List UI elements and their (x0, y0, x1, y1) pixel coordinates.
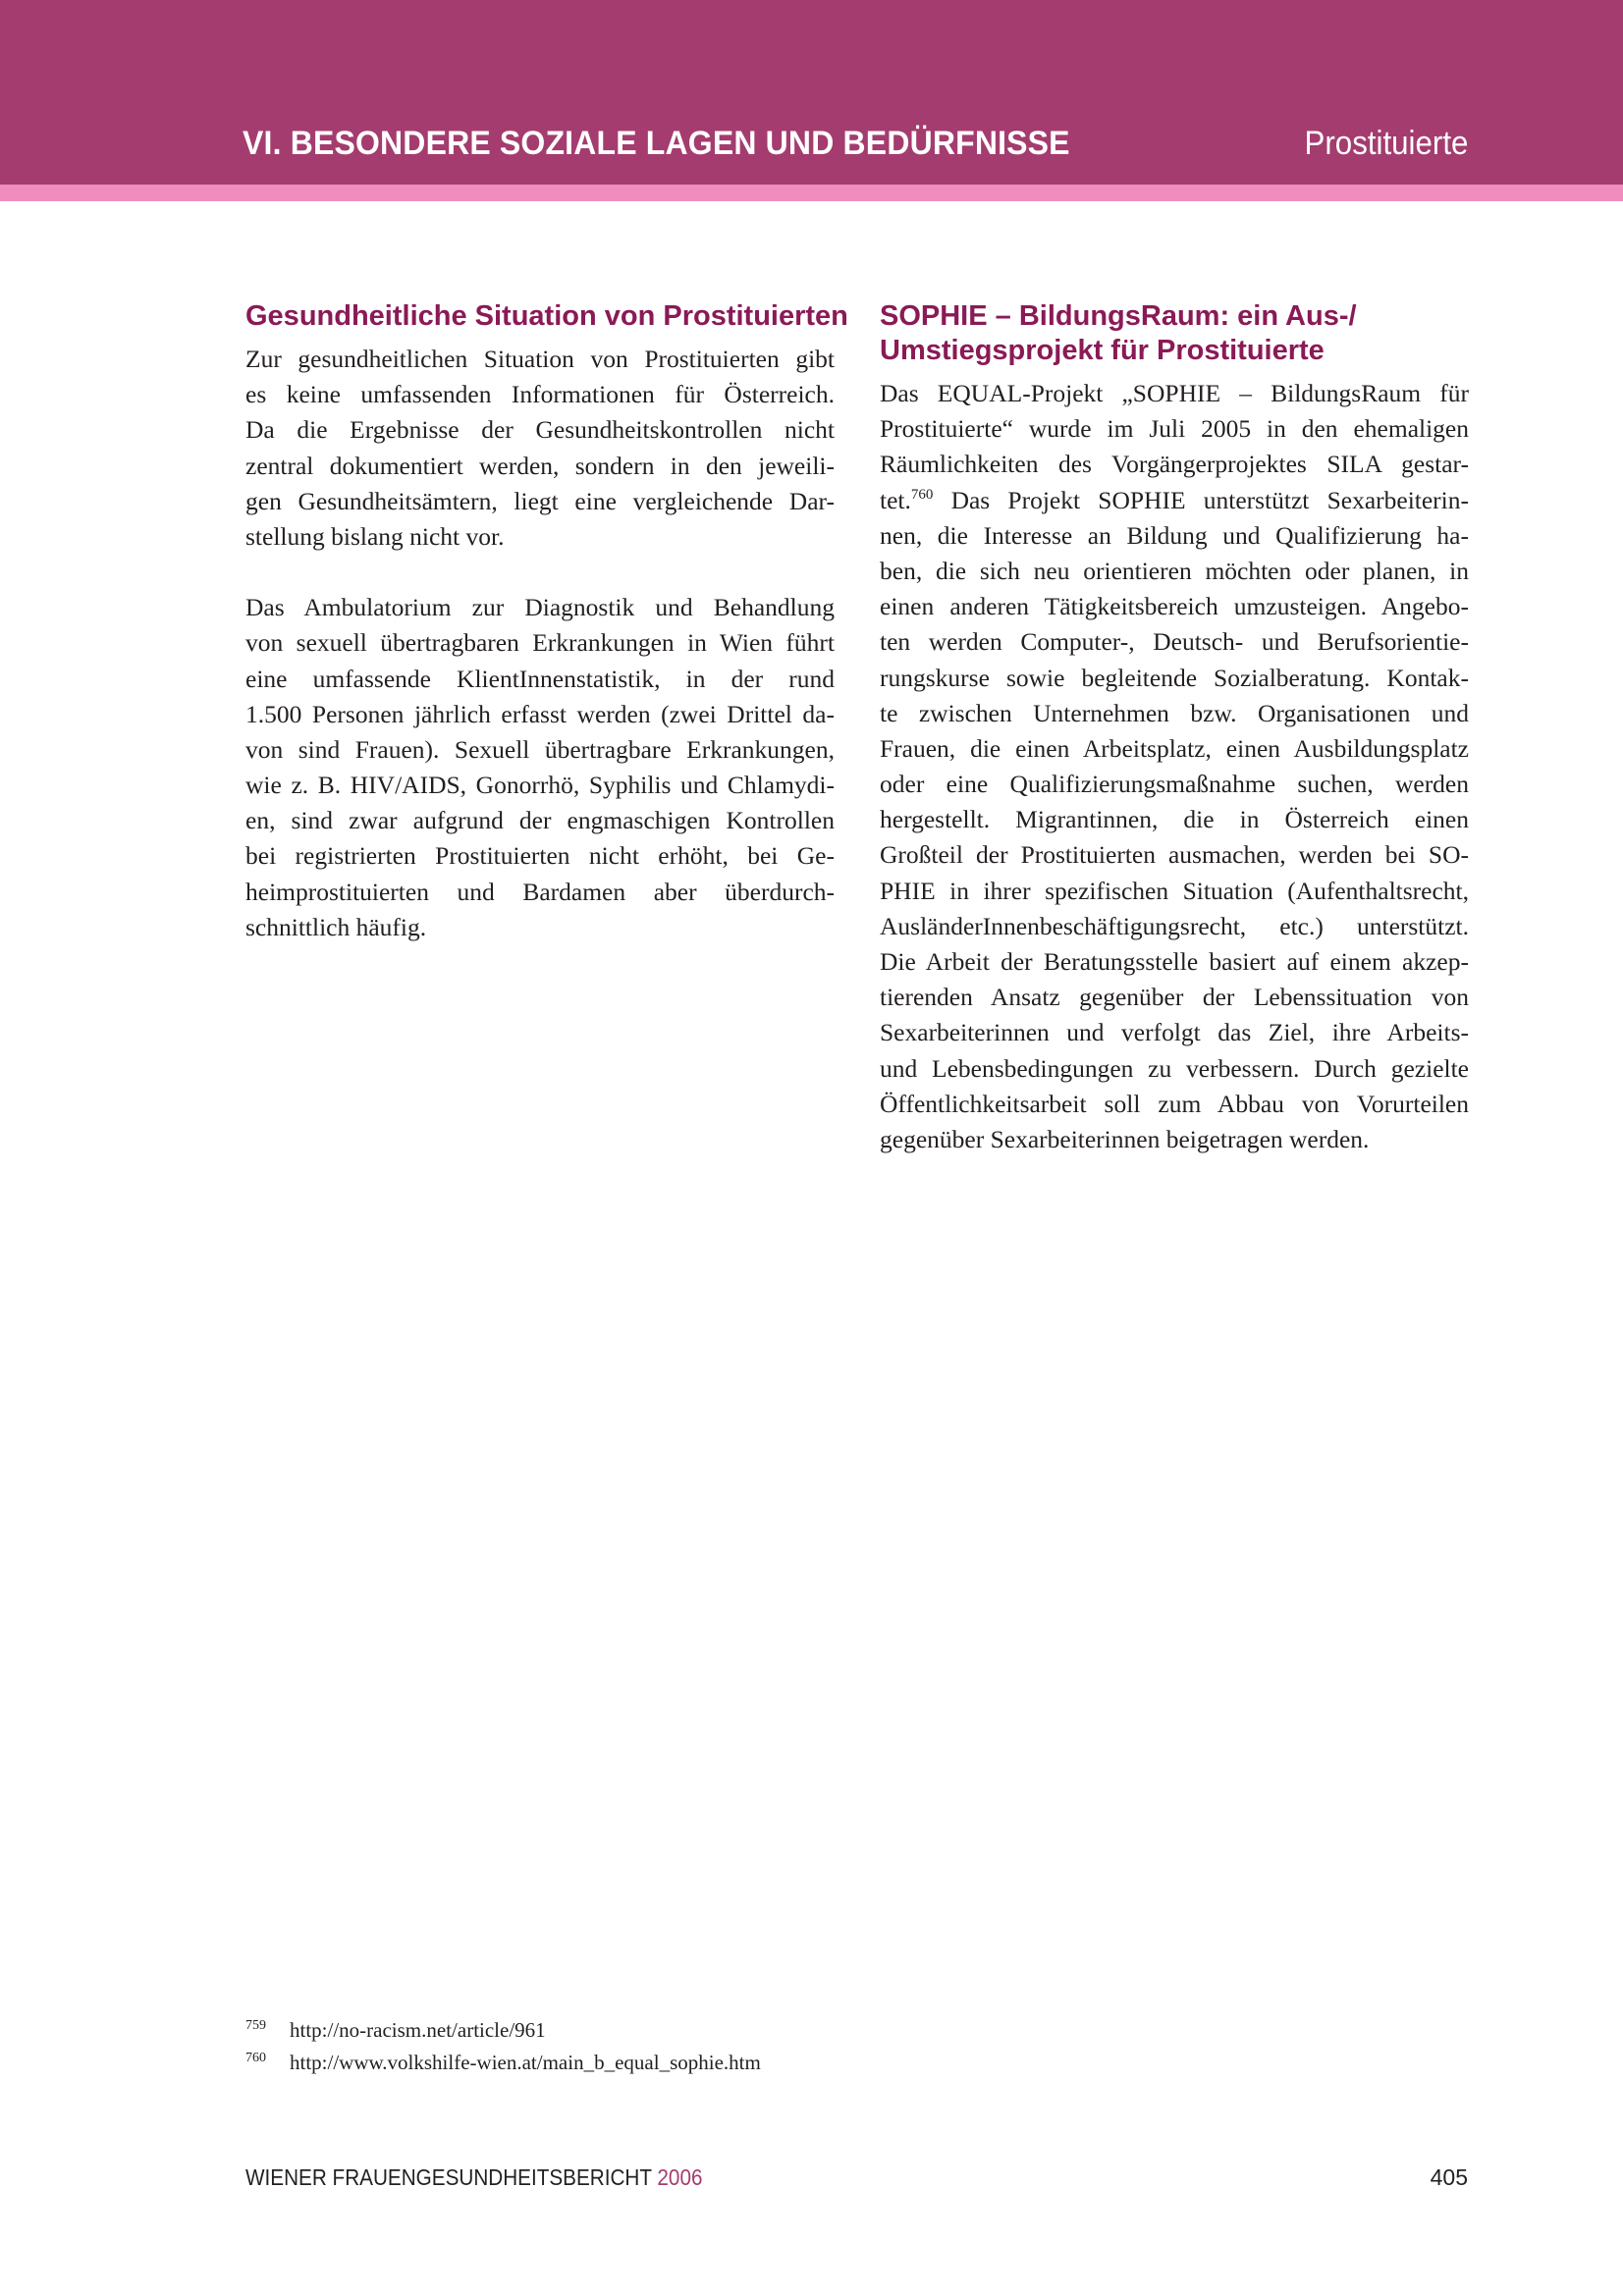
text-line: Das Ambulatorium zur Diagnostik und Behandlung (245, 593, 835, 622)
text-line: von sind Frauen). Sexuell übertragbare Erkrankungen, (245, 734, 835, 764)
left-paragraph-2 (245, 590, 835, 945)
heading-line: Umstiegsprojekt für Prostituierte (880, 335, 1325, 366)
text-line: ben, die sich neu orientieren möchten oder planen, in (880, 556, 1469, 585)
text-line: zentral dokumentiert werden, sondern in den jeweili- (245, 451, 835, 480)
text-line: rungskurse sowie begleitende Sozialberatung. Kontak- (880, 663, 1469, 692)
text-line: stellung bislang nicht vor. (245, 521, 505, 551)
footnote-link[interactable]: http://no-racism.net/article/961 (290, 2018, 546, 2042)
text-line: einen anderen Tätigkeitsbereich umzusteigen. Angebo- (880, 592, 1469, 621)
footer-report-title (245, 2162, 702, 2193)
text-line-with-footnote-ref (880, 483, 1469, 518)
text-line: Öffentlichkeitsarbeit soll zum Abbau von Vorurteilen (880, 1089, 1469, 1118)
text-line: von sexuell übertragbaren Erkrankungen in Wien führt (245, 628, 835, 658)
text-line: Das EQUAL-Projekt „SOPHIE – BildungsRaum für (880, 379, 1469, 407)
text-line: es keine umfassenden Informationen für Österreich. (245, 380, 835, 409)
text-line: wie z. B. HIV/AIDS, Gonorrhö, Syphilis und Chlamydi- (245, 771, 835, 800)
text-line: Da die Ergebnisse der Gesundheitskontrollen nicht (245, 415, 835, 445)
text-fragment: Das Projekt SOPHIE unterstützt Sexarbeiterin- (933, 485, 1469, 514)
report-year: 2006 (657, 2164, 703, 2190)
text-line: und Lebensbedingungen zu verbessern. Durch gezielte (880, 1053, 1469, 1083)
report-title: WIENER FRAUENGESUNDHEITSBERICHT (245, 2164, 652, 2190)
footnote-760: 760 http://www.volkshilfe-wien.at/main_b_equal_sophie.htm (245, 2051, 761, 2074)
text-line: Großteil der Prostituierten ausmachen, werden bei SO- (880, 840, 1469, 870)
footnote-ref-760: 760 (910, 486, 934, 503)
left-heading: Gesundheitliche Situation von Prostituierten (245, 300, 848, 332)
text-line: eine umfassende KlientInnenstatistik, in der rund (245, 664, 835, 693)
text-line: nen, die Interesse an Bildung und Qualifizierung ha- (880, 520, 1469, 550)
text-line: tierenden Ansatz gegenüber der Lebenssituation von (880, 983, 1469, 1012)
left-column (245, 299, 848, 945)
header-stripe (0, 185, 1623, 201)
text-line: Die Arbeit der Beratungsstelle basiert auf einem akzep- (880, 947, 1469, 976)
text-line: PHIE in ihrer spezifischen Situation (Aufenthaltsrecht, (880, 876, 1469, 905)
text-line: gegenüber Sexarbeiterinnen beigetragen werden. (880, 1124, 1370, 1153)
right-column (880, 299, 1469, 1157)
heading-line: SOPHIE – BildungsRaum: ein Aus-/ (880, 300, 1357, 332)
section-title: Prostituierte (1304, 125, 1468, 162)
footnote-759: 759 http://no-racism.net/article/961 (245, 2018, 546, 2042)
text-line: oder eine Qualifizierungsmaßnahme suchen, werden (880, 770, 1469, 799)
text-line: Prostituierte“ wurde im Juli 2005 in den ehemaligen (880, 414, 1469, 444)
text-line: schnittlich häufig. (245, 912, 427, 941)
page-number: 405 (1430, 2164, 1468, 2190)
text-line: Sexarbeiterinnen und verfolgt das Ziel, ihre Arbeits- (880, 1018, 1469, 1047)
footnote-link[interactable]: http://www.volkshilfe-wien.at/main_b_equal_sophie.htm (290, 2051, 761, 2074)
footnotes (245, 2014, 1129, 2079)
text-line: Zur gesundheitlichen Situation von Prostituierten gibt (245, 345, 835, 373)
text-line: heimprostituierten und Bardamen aber überdurch- (245, 877, 835, 906)
right-heading (880, 299, 1469, 368)
left-paragraph-1 (245, 342, 835, 555)
text-line: AusländerInnenbeschäftigungsrecht, etc.) unterstützt. (880, 911, 1469, 940)
text-line: hergestellt. Migrantinnen, die in Österreich einen (880, 805, 1469, 834)
text-line: ten werden Computer-, Deutsch- und Berufsorientie- (880, 627, 1469, 657)
text-line: en, sind zwar aufgrund der engmaschigen Kontrollen (245, 806, 835, 835)
text-line: 1.500 Personen jährlich erfasst werden (zwei Drittel da- (245, 699, 835, 728)
text-line: gen Gesundheitsämtern, liegt eine vergleichende Dar- (245, 486, 835, 515)
text-line: te zwischen Unternehmen bzw. Organisationen und (880, 698, 1469, 727)
text-line: Frauen, die einen Arbeitsplatz, einen Ausbildungsplatz (880, 733, 1469, 763)
text-line: Räumlichkeiten des Vorgängerprojektes SILA gestar- (880, 450, 1469, 479)
right-paragraph (880, 376, 1469, 1157)
chapter-title: VI. BESONDERE SOZIALE LAGEN UND BEDÜRFNISSE (243, 125, 1070, 162)
text-fragment: tet. (880, 485, 911, 514)
text-line: bei registrierten Prostituierten nicht erhöht, bei Ge- (245, 841, 835, 871)
